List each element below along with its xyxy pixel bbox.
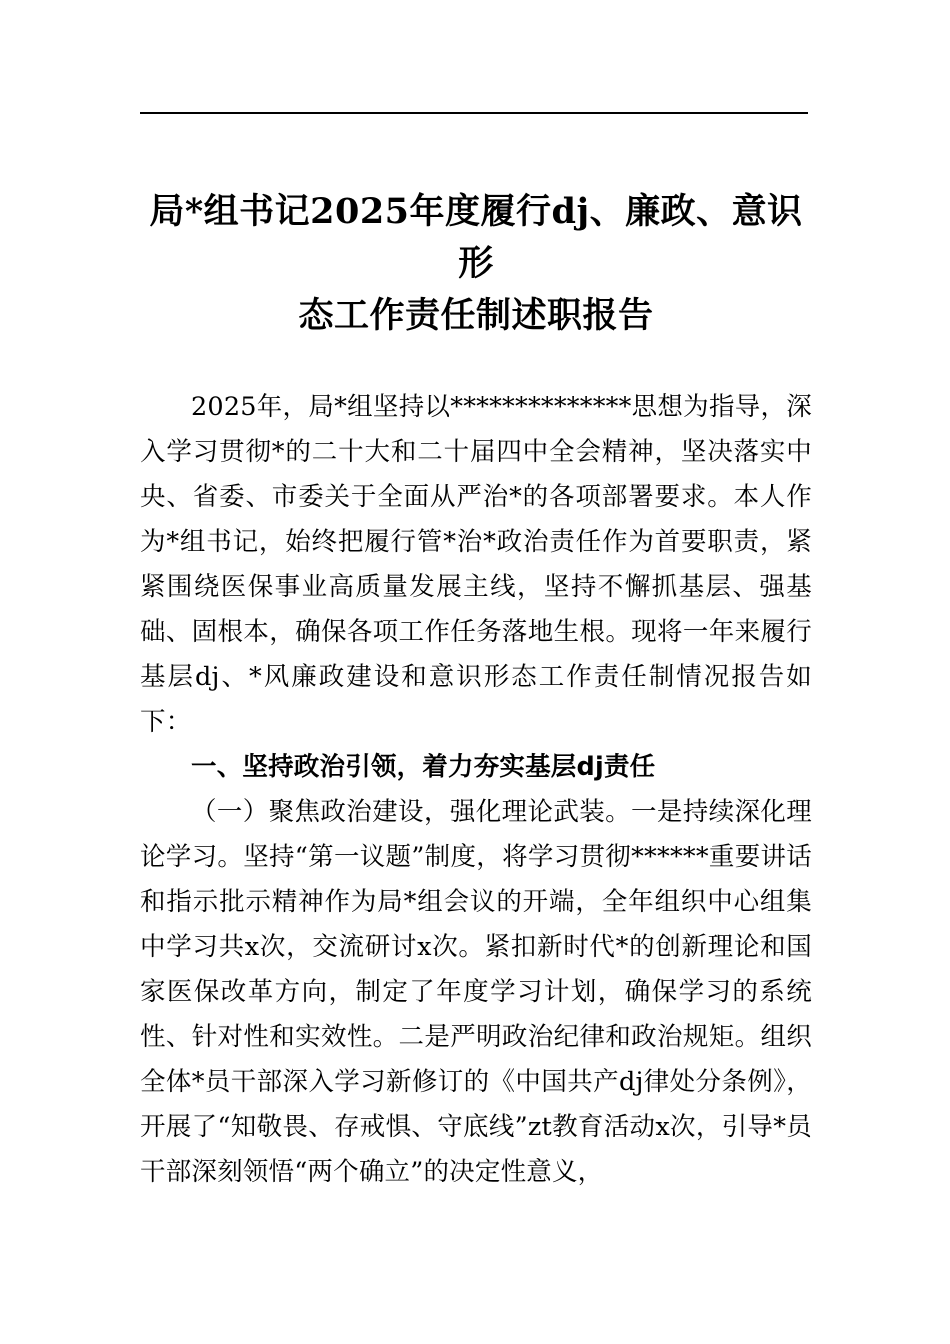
section-heading-1: 一、坚持政治引领，着力夯实基层dj责任 [191, 752, 656, 782]
document-body [140, 385, 812, 1195]
header-divider-rule [140, 112, 808, 114]
page-title-line-1: 局*组书记2025年度履行dj、廉政、意识形 [149, 191, 803, 284]
page-title-line-2: 态工作责任制述职报告 [298, 295, 654, 336]
body-paragraph-1: 2025年，局*组坚持以**************思想为指导，深入学习贯彻*的二十大和二十届四中全会精神，坚决落实中央、省委、市委关于全面从严治*的各项部署要求。本人作为*组书记，始终把履行管*治*政治责任作为首要职责，紧紧围绕医保事业高质量发展主线，坚持不懈抓基层、强基础、固根本，确保各项工作任务落地生根。现将一年来履行基层dj、*风廉政建设和意识形态工作责任制情况报告如下： [140, 392, 812, 737]
body-paragraph-2: （一）聚焦政治建设，强化理论武装。一是持续深化理论学习。坚持“第一议题”制度，将学习贯彻******重要讲话和指示批示精神作为局*组会议的开端，全年组织中心组集中学习共x次，交流研讨x次。紧扣新时代*的创新理论和国家医保改革方向，制定了年度学习计划，确保学习的系统性、针对性和实效性。二是严明政治纪律和政治规矩。组织全体*员干部深入学习新修订的《中国共产dj律处分条例》，开展了“知敬畏、存戒惧、守底线”zt教育活动x次，引导*员干部深刻领悟“两个确立”的决定性意义， [140, 797, 812, 1187]
page-title [140, 186, 812, 342]
